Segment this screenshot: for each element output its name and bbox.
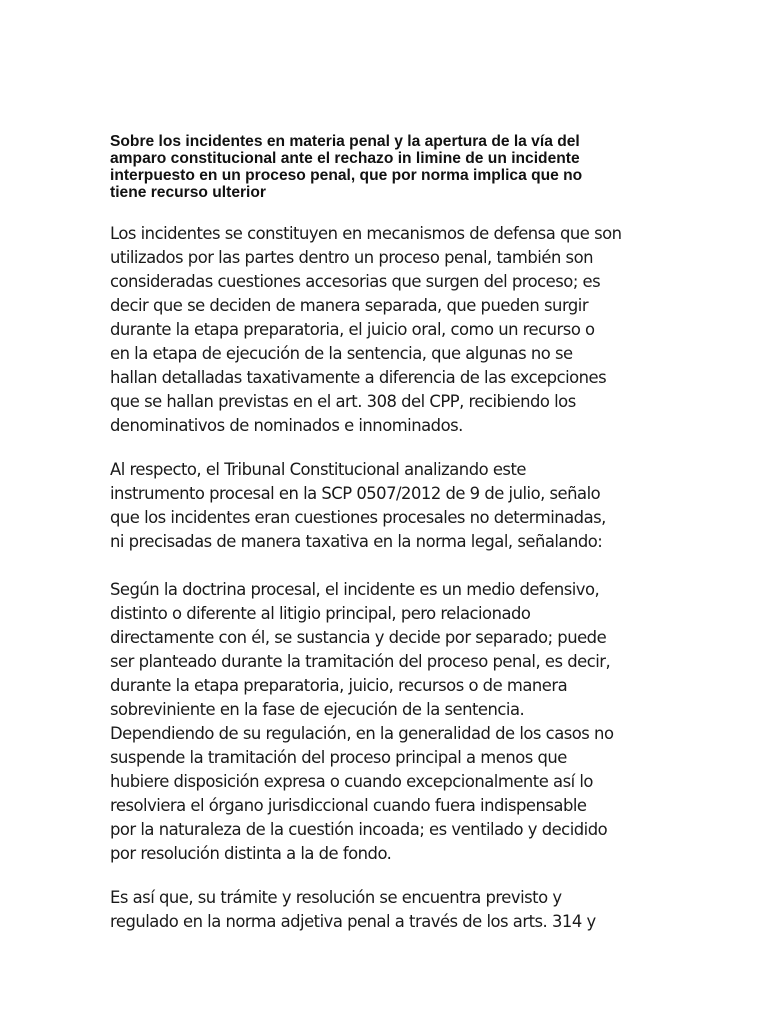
heading-line: interpuesto en un proceso penal, que por norma implica que no xyxy=(110,167,583,184)
text-line: utilizados por las partes dentro un proceso penal, también son xyxy=(110,248,593,267)
text-line: consideradas cuestiones accesorias que surgen del proceso; es xyxy=(110,272,601,291)
text-line: resolviera el órgano jurisdiccional cuando fuera indispensable xyxy=(110,796,587,815)
text-line: durante la etapa preparatoria, el juicio oral, como un recurso o xyxy=(110,320,595,339)
paragraph-doctrina-procesal xyxy=(110,578,670,866)
heading-line: amparo constitucional ante el rechazo in limine de un incidente xyxy=(110,150,580,167)
paragraph-incidentes-definicion xyxy=(110,222,670,438)
text-line: por la naturaleza de la cuestión incoada; es ventilado y decidido xyxy=(110,820,608,839)
text-line: por resolución distinta a la de fondo. xyxy=(110,844,392,863)
text-line: ni precisadas de manera taxativa en la norma legal, señalando: xyxy=(110,532,603,551)
text-line: distinto o diferente al litigio principal, pero relacionado xyxy=(110,604,531,623)
text-line: que los incidentes eran cuestiones procesales no determinadas, xyxy=(110,508,606,527)
heading-line: tiene recurso ulterior xyxy=(110,184,266,201)
text-line: en la etapa de ejecución de la sentencia, que algunas no se xyxy=(110,344,573,363)
text-line: instrumento procesal en la SCP 0507/2012 de 9 de julio, señalo xyxy=(110,484,601,503)
text-line: que se hallan previstas en el art. 308 del CPP, recibiendo los xyxy=(110,392,576,411)
text-line: durante la etapa preparatoria, juicio, recursos o de manera xyxy=(110,676,568,695)
text-line: hubiere disposición expresa o cuando excepcionalmente así lo xyxy=(110,772,593,791)
text-line: regulado en la norma adjetiva penal a través de los arts. 314 y xyxy=(110,912,596,931)
heading-line: Sobre los incidentes en materia penal y la apertura de la vía del xyxy=(110,133,580,150)
text-line: Dependiendo de su regulación, en la generalidad de los casos no xyxy=(110,724,614,743)
text-line: decir que se deciden de manera separada, que pueden surgir xyxy=(110,296,589,315)
text-line: Según la doctrina procesal, el incidente es un medio defensivo, xyxy=(110,580,600,599)
text-line: ser planteado durante la tramitación del proceso penal, es decir, xyxy=(110,652,611,671)
text-line: directamente con él, se sustancia y decide por separado; puede xyxy=(110,628,607,647)
text-line: suspende la tramitación del proceso principal a menos que xyxy=(110,748,567,767)
text-line: hallan detalladas taxativamente a diferencia de las excepciones xyxy=(110,368,607,387)
text-line: Al respecto, el Tribunal Constitucional analizando este xyxy=(110,460,526,479)
document-heading xyxy=(110,133,670,201)
paragraph-tribunal-constitucional xyxy=(110,458,670,554)
paragraph-tramite-resolucion xyxy=(110,886,670,934)
text-line: sobreviniente en la fase de ejecución de la sentencia. xyxy=(110,700,525,719)
text-line: Los incidentes se constituyen en mecanismos de defensa que son xyxy=(110,224,622,243)
text-line: Es así que, su trámite y resolución se encuentra previsto y xyxy=(110,888,562,907)
text-line: denominativos de nominados e innominados. xyxy=(110,416,463,435)
